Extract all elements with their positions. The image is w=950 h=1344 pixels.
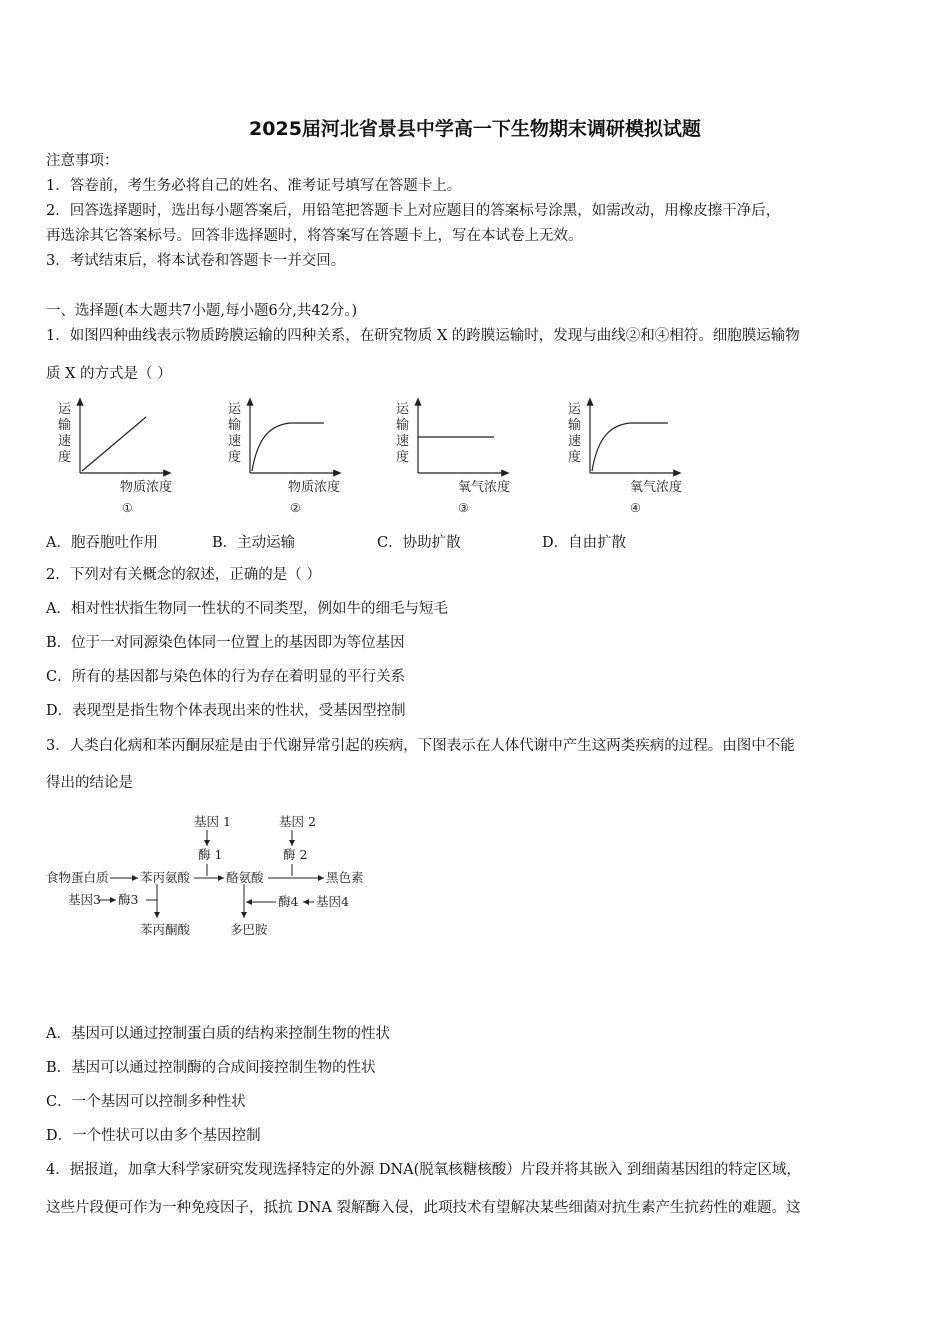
tyrosine-label: 酪氨酸 [226,870,264,885]
enzyme-4-label: 酶4 [278,894,299,909]
option-a[interactable]: A．相对性状指生物同一性状的不同类型，例如牛的细毛与短毛 [46,601,448,617]
gene-4-label: 基因4 [316,894,349,909]
melanin-label: 黑色素 [326,870,364,885]
svg-text:运: 运 [58,402,72,417]
svg-text:运: 运 [568,402,582,417]
curve-line [82,417,146,471]
svg-text:输: 输 [228,418,242,433]
phenylpyruvic-acid-label: 苯丙酮酸 [140,922,191,937]
svg-text:度: 度 [228,450,242,465]
gene-1-label: 基因 1 [194,814,231,829]
graph-ylabel [396,402,410,465]
svg-text:速: 速 [228,434,242,449]
svg-text:速: 速 [396,434,410,449]
notice-heading: 注意事项： [46,153,119,169]
graph-1 [58,401,172,515]
option-d[interactable]: D．表现型是指生物个体表现出来的性状，受基因型控制 [46,703,406,719]
svg-text:速: 速 [568,434,582,449]
gene-2-label: 基因 2 [279,814,316,829]
q4-stem: 这些片段便可作为一种免疫因子，抵抗 DNA 裂解酶入侵，此项技术有望解决某些细菌对抗生素产生抗药性的难题。这 [46,1200,801,1216]
option-b[interactable]: B．基因可以通过控制酶的合成间接控制生物的性状 [46,1060,376,1076]
graph-number: ① [122,501,133,515]
curve-saturation [252,423,324,471]
svg-text:速: 速 [58,434,72,449]
enzyme-3-label: 酶3 [118,892,139,907]
graph-3 [396,401,510,515]
option-a[interactable]: A．胞吞胞吐作用 [46,535,158,551]
enzyme-2-label: 酶 2 [283,847,308,862]
notice-item: 2．回答选择题时，选出每小题答案后，用铅笔把答题卡上对应题目的答案标号涂黑，如需改动，用橡皮擦干净后， [46,203,781,219]
graph-xlabel: 物质浓度 [120,480,173,495]
graph-xlabel: 氧气浓度 [630,480,683,495]
gene-3-label: 基因3 [68,892,101,907]
page-title: 2025届河北省景县中学高一下生物期末调研模拟试题 [249,118,701,140]
graph-ylabel [568,402,582,465]
q1-graphs [40,395,720,525]
q3-pathway-diagram [44,808,384,948]
option-d[interactable]: D．自由扩散 [542,535,627,551]
section-heading: 一、选择题(本大题共7小题,每小题6分,共42分。) [46,303,358,319]
svg-text:运: 运 [396,402,410,417]
graph-2 [228,401,340,515]
graph-ylabel [58,402,72,465]
graph-xlabel: 物质浓度 [288,480,341,495]
option-c[interactable]: C．所有的基因都与染色体的行为存在着明显的平行关系 [46,669,406,685]
graph-number: ④ [630,501,641,515]
svg-text:度: 度 [58,450,72,465]
svg-text:输: 输 [568,418,582,433]
graph-ylabel [228,402,242,465]
q2-stem: 2．下列对有关概念的叙述，正确的是（ ） [46,567,321,583]
notice-item: 3．考试结束后，将本试卷和答题卡一并交回。 [46,253,346,269]
q3-stem: 3．人类白化病和苯丙酮尿症是由于代谢异常引起的疾病，下图表示在人体代谢中产生这两类疾病的过程。由图中不能 [46,738,795,754]
svg-text:运: 运 [228,402,242,417]
q1-stem: 质 X 的方式是（ ） [46,366,172,382]
food-protein-label: 食物蛋白质 [46,870,109,885]
q3-stem: 得出的结论是 [46,775,133,791]
option-b[interactable]: B．主动运输 [212,535,296,551]
option-c[interactable]: C．一个基因可以控制多种性状 [46,1094,246,1110]
notice-item: 1．答卷前，考生务必将自己的姓名、准考证号填写在答题卡上。 [46,178,462,194]
svg-text:输: 输 [58,418,72,433]
graph-number: ③ [458,501,469,515]
svg-text:度: 度 [396,450,410,465]
q1-stem: 1．如图四种曲线表示物质跨膜运输的四种关系，在研究物质 X 的跨膜运输时，发现与曲线②和④相符。细胞膜运输物 [46,328,800,344]
graph-xlabel: 氧气浓度 [458,480,511,495]
option-a[interactable]: A．基因可以通过控制蛋白质的结构来控制生物的性状 [46,1026,390,1042]
curve-saturation [592,423,668,471]
graph-number: ② [290,501,301,515]
notice-item: 再选涂其它答案标号。回答非选择题时，将答案写在答题卡上，写在本试卷上无效。 [46,228,583,244]
option-b[interactable]: B．位于一对同源染色体同一位置上的基因即为等位基因 [46,635,405,651]
option-c[interactable]: C．协助扩散 [377,535,461,551]
dopamine-label: 多巴胺 [230,922,268,937]
q4-stem: 4．据报道，加拿大科学家研究发现选择特定的外源 DNA(脱氧核糖核酸）片段并将其嵌入 到细菌基因组的特定区域， [46,1162,801,1178]
option-d[interactable]: D．一个性状可以由多个基因控制 [46,1128,261,1144]
phenylalanine-label: 苯丙氨酸 [140,870,191,885]
svg-text:度: 度 [568,450,582,465]
graph-4 [568,401,682,515]
svg-text:输: 输 [396,418,410,433]
enzyme-1-label: 酶 1 [198,847,223,862]
